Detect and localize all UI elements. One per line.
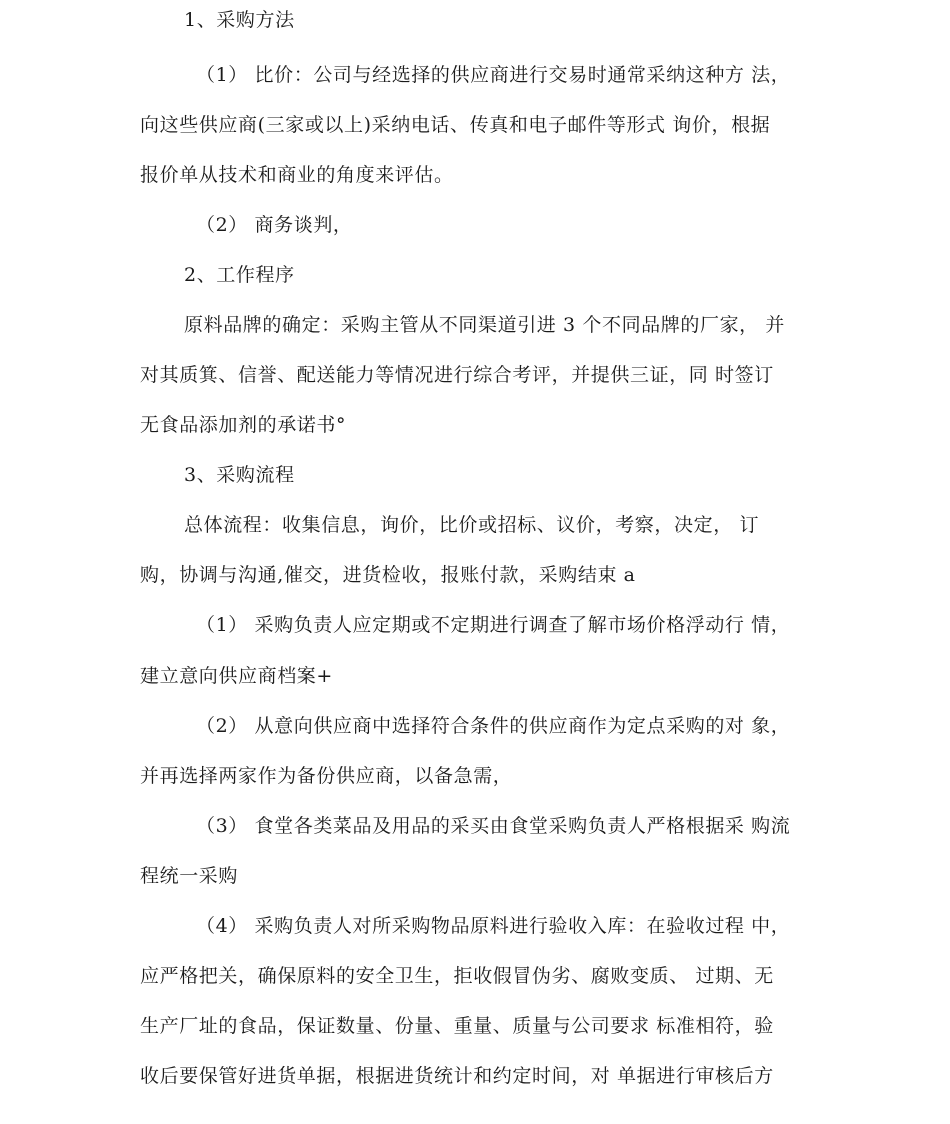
paragraph-line: （4） 采购负责人对所采购物品原料进行验收入库：在验收过程 中， — [196, 915, 791, 937]
paragraph-line: 报价单从技术和商业的角度来评估。 — [140, 164, 454, 186]
paragraph-line: 总体流程：收集信息，询价，比价或招标、议价，考察，决定， 订 — [184, 514, 760, 536]
paragraph-line: 应严格把关，确保原料的安全卫生，拒收假冒伪劣、腐败变质、 过期、无 — [140, 965, 774, 987]
paragraph-line: （1） 采购负责人应定期或不定期进行调查了解市场价格浮动行 情， — [196, 614, 791, 636]
paragraph-line: 收后要保管好进货单据，根据进货统计和约定时间，对 单据进行审核后方 — [140, 1065, 774, 1087]
heading-procurement-methods: 1、采购方法 — [184, 9, 295, 31]
paragraph-line: 生产厂址的食品，保证数量、份量、重量、质量与公司要求 标准相符，验 — [140, 1015, 774, 1037]
paragraph-line: 购，协调与沟通,催交，进货检收，报账付款，采购结束 a — [140, 564, 636, 586]
paragraph-line: 建立意向供应商档案+ — [140, 665, 333, 687]
paragraph-line: 程统一采购 — [140, 865, 239, 887]
paragraph-line: （3） 食堂各类菜品及用品的采买由食堂采购负责人严格根据采 购流 — [196, 815, 791, 837]
paragraph-line: （2） 从意向供应商中选择符合条件的供应商作为定点采购的对 象， — [196, 715, 791, 737]
paragraph-line: （2） 商务谈判， — [196, 214, 353, 236]
paragraph-line: 原料品牌的确定：采购主管从不同渠道引进 3 个不同品牌的厂家， 并 — [184, 314, 786, 336]
heading-work-procedure: 2、工作程序 — [184, 264, 295, 286]
paragraph-line: 并再选择两家作为备份供应商，以备急需， — [140, 765, 513, 787]
paragraph-line: 无食品添加剂的承诺书° — [140, 414, 347, 436]
heading-procurement-process: 3、采购流程 — [184, 464, 295, 486]
paragraph-line: 对其质箕、信誉、配送能力等情况进行综合考评，并提供三证，同 时签订 — [140, 364, 774, 386]
paragraph-line: （1） 比价：公司与经选择的供应商进行交易时通常采纳这种方 法， — [196, 64, 791, 86]
paragraph-line: 向这些供应商(三家或以上)采纳电话、传真和电子邮件等形式 询价，根据 — [140, 114, 771, 136]
